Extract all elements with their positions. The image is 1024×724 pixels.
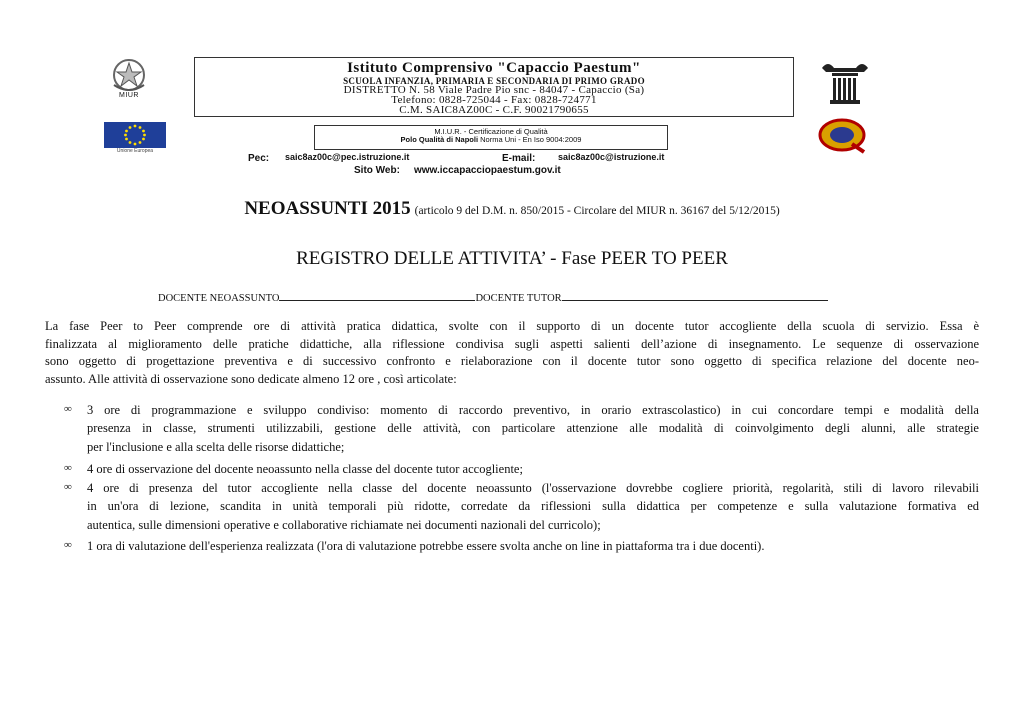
school-phone: Telefono: 0828-725044 - Fax: 0828-724771 xyxy=(391,94,597,106)
teacher-label: DOCENTE NEOASSUNTO xyxy=(158,293,280,304)
intro-line: sono oggetto di progettazione preventiva e di successivo confronto e rielaborazione con il docente tutor sono oggetto di specifica relazione del docente neo- xyxy=(45,354,979,369)
list-item-line: 4 ore di presenza del tutor accogliente nella classe del docente neoassunto (l'osservazione dovrebbe cogliere priorità, regolarità, stili di lavoro rilevabili xyxy=(87,481,979,495)
intro-line: La fase Peer to Peer comprende ore di attività pratica didattica, svolte con il supporto di un docente tutor accogliente della scuola di servizio. Essa è xyxy=(45,319,979,333)
list-item-line: per l'inclusione e alla scelta delle risorse didattiche; xyxy=(87,439,345,454)
tutor-blank xyxy=(562,290,828,301)
list-item xyxy=(87,460,979,478)
email-label: E-mail: xyxy=(502,153,536,164)
quality-q-icon xyxy=(812,118,872,156)
list-item-line: in un'ora di lezione, scandita in unità temporali più ridotte, corredate da riflessioni sulla didattica per competenze e sulla valutazione formativa ed xyxy=(87,499,979,514)
tutor-label: DOCENTE TUTOR xyxy=(475,293,562,304)
certification-norm: Norma Uni - En Iso 9004:2009 xyxy=(480,135,582,144)
list-item-line: 3 ore di programmazione e sviluppo condiviso: momento di raccordo preventivo, in orario extrascolastico) in cui concordare tempi e modalità della xyxy=(87,403,979,417)
document-title-line xyxy=(0,198,1024,220)
list-item xyxy=(87,479,979,534)
intro-line: finalizzata al miglioramento delle pratiche didattiche, alla riflessione condivisa sugli aspetti salienti dell’azione di insegnamento. Le sequenze di osservazione xyxy=(45,336,979,351)
list-item xyxy=(87,537,979,555)
bullet-symbol: ∞ xyxy=(64,403,72,415)
intro-paragraph xyxy=(45,318,979,388)
pec-label: Pec: xyxy=(248,153,270,164)
school-codes: C.M. SAIC8AZ00C - C.F. 90021790655 xyxy=(399,104,589,116)
document-subtitle: REGISTRO DELLE ATTIVITA’ - Fase PEER TO PEER xyxy=(296,248,728,269)
certification-quality xyxy=(315,136,667,144)
list-item-line: autentica, sulle dimensioni operative e collaborative richiamate nei documenti nazionali del curricolo); xyxy=(87,517,601,532)
school-header-box xyxy=(194,57,794,117)
bullet-symbol: ∞ xyxy=(64,539,72,551)
certification-box xyxy=(314,125,668,150)
eu-label: Unione Europea xyxy=(116,148,154,154)
miur-label: MIUR xyxy=(119,92,139,99)
website-link[interactable]: www.iccapacciopaestum.gov.it xyxy=(414,165,561,176)
list-item-line: 4 ore di osservazione del docente neoassunto nella classe del docente tutor accogliente; xyxy=(87,462,523,476)
teacher-blank xyxy=(279,290,475,301)
document-title: NEOASSUNTI 2015 xyxy=(244,198,411,219)
list-item xyxy=(87,401,979,456)
eu-flag-icon xyxy=(104,122,166,148)
document-title-reference: (articolo 9 del D.M. n. 850/2015 - Circolare del MIUR n. 36167 del 5/12/2015) xyxy=(414,205,780,217)
bullet-symbol: ∞ xyxy=(64,462,72,474)
school-name: Istituto Comprensivo "Capaccio Paestum" xyxy=(347,60,641,76)
pec-link[interactable]: saic8az00c@pec.istruzione.it xyxy=(285,152,410,162)
column-logo-icon xyxy=(818,60,872,106)
certification-title: M.I.U.R. - Certificazione di Qualità xyxy=(434,127,548,136)
list-item-line: presenza in classe, strumenti utilizzabili, gestione delle attività, con particolare attenzione alle modalità di coinvolgimento degli alunni, alle strategie xyxy=(87,421,979,436)
intro-line: assunto. Alle attività di osservazione sono dedicate almeno 12 ore , così articolate: xyxy=(45,371,457,386)
certification-quality-bold: Polo Qualità di Napoli xyxy=(400,135,479,144)
bullet-symbol: ∞ xyxy=(64,481,72,493)
teacher-fields-line xyxy=(158,290,828,304)
list-item-line: 1 ora di valutazione dell'esperienza realizzata (l'ora di valutazione potrebbe essere svolta anche on line in piattaforma tra i due docenti). xyxy=(87,539,765,553)
email-link[interactable]: saic8az00c@istruzione.it xyxy=(558,152,665,162)
school-subtitle: SCUOLA INFANZIA, PRIMARIA E SECONDARIA DI PRIMO GRADO xyxy=(343,76,645,86)
website-label: Sito Web: xyxy=(354,165,400,176)
school-address: DISTRETTO N. 58 Viale Padre Pio snc - 84047 - Capaccio (Sa) xyxy=(343,84,645,96)
